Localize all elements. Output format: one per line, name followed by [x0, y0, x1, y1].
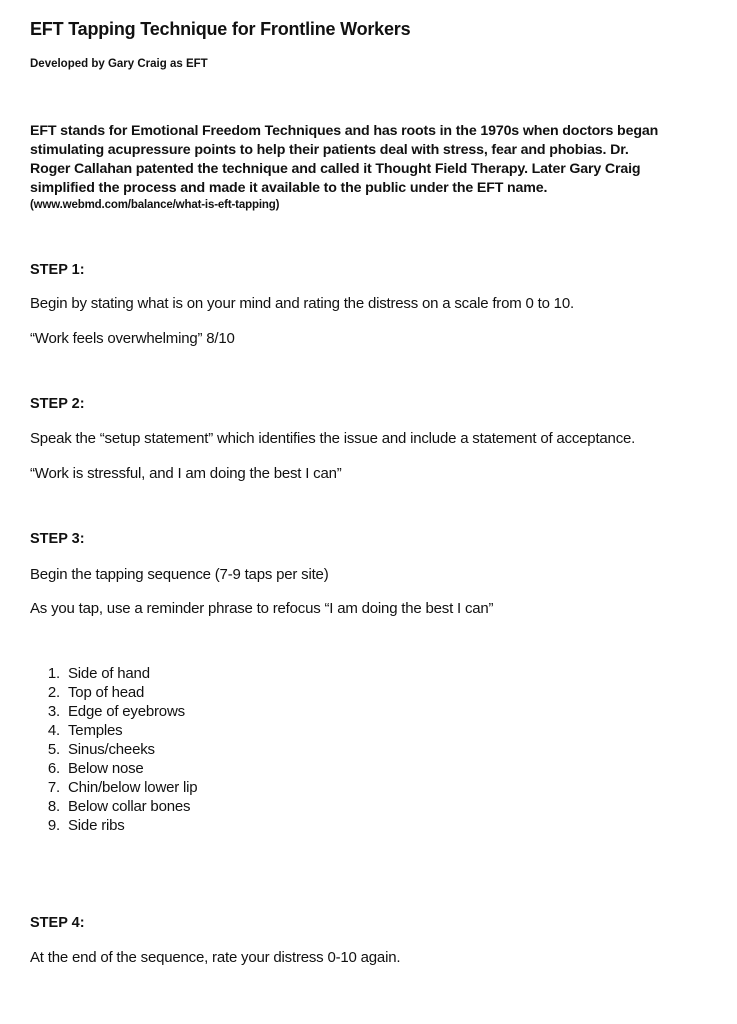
intro-paragraph	[30, 122, 720, 213]
list-item	[30, 664, 197, 683]
step-3-text: Begin the tapping sequence (7-9 taps per site)	[30, 566, 329, 583]
list-item-label: Sinus/cheeks	[68, 741, 155, 758]
list-item-label: Below nose	[68, 760, 144, 777]
list-item	[30, 797, 197, 816]
list-item-label: Top of head	[68, 684, 145, 701]
list-item-label: Side ribs	[68, 817, 125, 834]
page-subtitle: Developed by Gary Craig as EFT	[30, 58, 208, 70]
list-item	[30, 721, 197, 740]
list-item	[30, 683, 197, 702]
list-item	[30, 702, 197, 721]
list-item-label: Temples	[68, 722, 123, 739]
list-item-number: 4 .	[30, 721, 60, 740]
step-3-heading: STEP 3:	[30, 531, 85, 547]
list-item	[30, 778, 197, 797]
list-item-label: Below collar bones	[68, 798, 191, 815]
step-2-heading: STEP 2:	[30, 396, 85, 412]
step-1-example: “Work feels overwhelming” 8/10	[30, 330, 235, 347]
step-2-text: Speak the “setup statement” which identifies the issue and include a statement of acceptance.	[30, 430, 636, 447]
intro-line: simplified the process and made it available to the public under the EFT name.	[30, 180, 548, 196]
list-item-number: 5 .	[30, 740, 60, 759]
step-2-example: “Work is stressful, and I am doing the best I can”	[30, 465, 342, 482]
list-item-number: 3 .	[30, 702, 60, 721]
list-item-number: 6 .	[30, 759, 60, 778]
list-item-number: 9 .	[30, 816, 60, 835]
list-item-label: Chin/below lower lip	[68, 779, 198, 796]
list-item	[30, 759, 197, 778]
page-title: EFT Tapping Technique for Frontline Workers	[30, 19, 411, 39]
intro-line: EFT stands for Emotional Freedom Techniques and has roots in the 1970s when doctors began	[30, 123, 659, 139]
step-3-example: As you tap, use a reminder phrase to refocus “I am doing the best I can”	[30, 600, 494, 617]
list-item-number: 1 .	[30, 664, 60, 683]
list-item-number: 2 .	[30, 683, 60, 702]
step-1-heading: STEP 1:	[30, 262, 85, 278]
source-citation: (www.webmd.com/balance/what-is-eft-tapping)	[30, 199, 280, 211]
list-item-label: Side of hand	[68, 665, 150, 682]
list-item-number: 8 .	[30, 797, 60, 816]
step-1-text: Begin by stating what is on your mind and rating the distress on a scale from 0 to 10.	[30, 295, 574, 312]
list-item-label: Edge of eyebrows	[68, 703, 185, 720]
list-item	[30, 740, 197, 759]
tapping-sequence-list	[30, 664, 197, 835]
list-item-number: 7 .	[30, 778, 60, 797]
step-4-text: At the end of the sequence, rate your distress 0-10 again.	[30, 949, 401, 966]
list-item	[30, 816, 197, 835]
intro-line: Roger Callahan patented the technique and called it Thought Field Therapy. Later Gary Craig	[30, 161, 641, 177]
step-4-heading: STEP 4:	[30, 915, 85, 931]
intro-line: stimulating acupressure points to help their patients deal with stress, fear and phobias. Dr.	[30, 142, 629, 158]
